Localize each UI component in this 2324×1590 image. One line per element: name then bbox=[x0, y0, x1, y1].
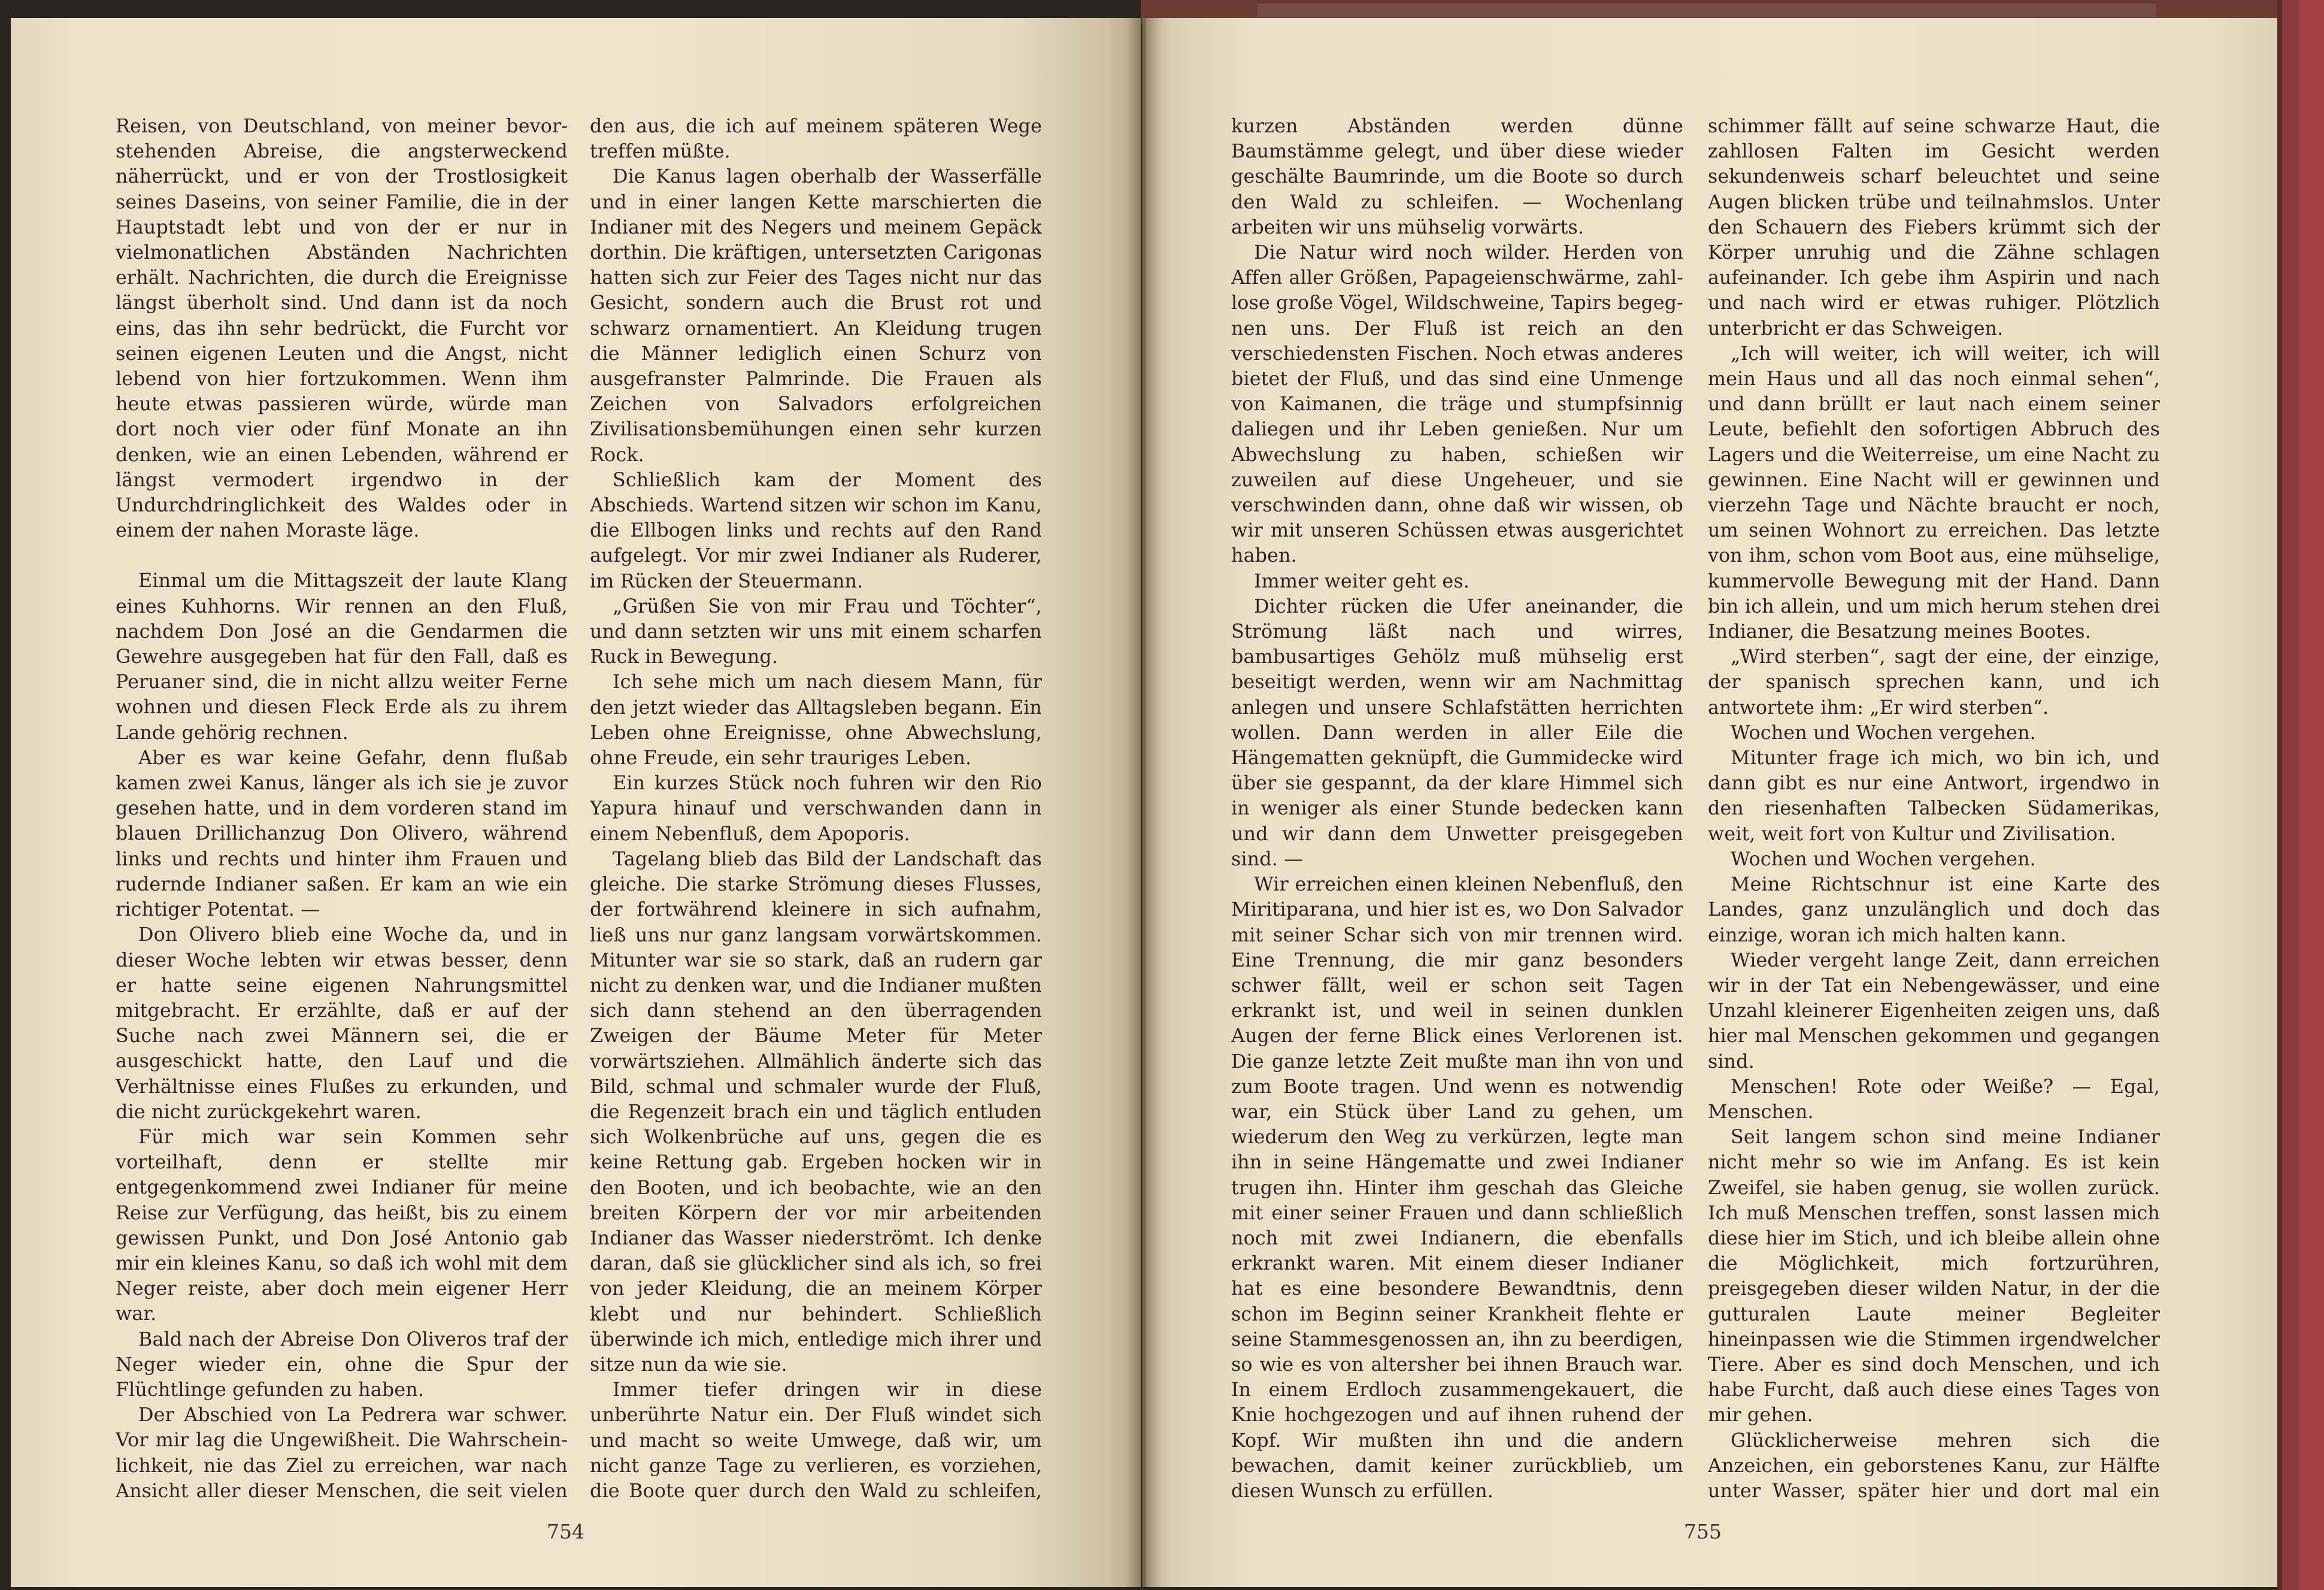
page-number-right: 755 bbox=[1684, 1520, 1722, 1543]
paragraph: Schließlich kam der Moment des Abschieds. Wartend sitzen wir schon im Kanu, die Ellbogen links und rechts auf den Rand aufgelegt. Vor mir zwei Indianer als Ruderer, im Rücken der Steuermann. bbox=[590, 468, 1042, 592]
paragraph: kurzen Abständen werden dünne Baumstämme gelegt, und über diese wieder geschälte Baumrinde, um die Boote so durch den Wald zu schleifen. — Wochenlang arbeiten wir uns mühselig vorwärts. bbox=[1231, 115, 1683, 238]
paragraph: Aber es war keine Gefahr, denn flußab kamen zwei Kanus, länger als ich sie je zuvor gesehen hatte, und in dem vorderen stand im blauen Drillichanzug Don Olivero, während links und rechts und hinter ihm Frauen und rudernde Indianer saßen. Er kam an wie ein richtiger Potentat. — bbox=[116, 746, 568, 921]
paragraph: „Ich will weiter, ich will weiter, ich will mein Haus und all das noch einmal sehen“, und dann brüllt er laut nach einem seiner Leute, befiehlt den sofortigen Abbruch des Lagers und die Weiterreise, um eine Nacht zu gewinnen. Eine Nacht will er gewinnen und vierzehn Tage und Nächte braucht er noch, um seinen Wohnort zu erreichen. Das letzte von ihm, schon vom Boot aus, eine mühselige, kummervolle Bewegung mit der Hand. Dann bin ich allein, und um mich herum stehen drei Indianer, die Besatzung meines Bootes. bbox=[1708, 342, 2160, 643]
paragraph: Einmal um die Mittagszeit der laute Klang eines Kuhhorns. Wir rennen an den Fluß, nachdem Don José an die Gendarmen die Gewehre ausgegeben hat für den Fall, daß es Peruaner sind, die in nicht allzu weiter Ferne wohnen und diesen Fleck Erde als zu ihrem Lande gehörig rechnen. bbox=[116, 570, 568, 744]
paragraph: Wochen und Wochen vergehen. bbox=[1731, 721, 2036, 744]
paragraph: schimmer fällt auf seine schwarze Haut, die zahllosen Falten im Gesicht werden sekundenweis scharf beleuchtet und seine Augen blicken trübe und teilnahmslos. Unter den Schauern des Fiebers krümmt sich der Körper unruhig und die Zähne schlagen aufeinander. Ich gebe ihm Aspirin und nach und nach wird er etwas ruhiger. Plötzlich unterbricht er das Schweigen. bbox=[1708, 115, 2160, 340]
paragraph: Seit langem schon sind meine Indianer nicht mehr so wie im Anfang. Es ist kein Zweifel, sie haben genug, sie wollen zurück. Ich muß Menschen treffen, sonst lassen mich diese hier im Stich, und ich bleibe allein ohne die Möglichkeit, mich fortzurühren, preisgegeben dieser wilden Natur, in der die gutturalen Laute meiner Begleiter hineinpassen wie die Stimmen irgendwelcher Tiere. Aber es sind doch Menschen, und ich habe Furcht, daß auch diese eines Tages von mir gehen. bbox=[1708, 1126, 2160, 1427]
paragraph: Für mich war sein Kommen sehr vorteilhaft, denn er stellte mir entgegenkommend zwei Indianer für meine Reise zur Verfügung, das heißt, bis zu einem gewissen Punkt, und Don José Antonio gab mir ein kleines Kanu, so daß ich wohl mit dem Neger reiste, aber doch mein eigener Herr war. bbox=[116, 1125, 568, 1325]
paragraph: Immer tiefer dringen wir in diese unberührte Natur ein. Der Fluß windet sich und macht so weite Umwege, daß wir, um nicht ganze Tage zu verlieren, es vorziehen, die Boote quer durch den Wald zu schleifen, bbox=[590, 1379, 1042, 1502]
paragraph: Tagelang blieb das Bild der Landschaft das gleiche. Die starke Strömung dieses Flusses, der fortwährend kleinere in sich aufnahm, ließ uns nur ganz langsam vorwärtskommen. Mitunter war sie so stark, daß an rudern gar nicht zu denken war, und die Indianer mußten sich dann stehend an den überragenden Zweigen der Bäume Meter für Meter vorwärtsziehen. Allmählich änderte sich das Bild, schmal und schmaler wurde der Fluß, die Regenzeit brach ein und täglich entluden sich Wolkenbrüche auf uns, gegen die es keine Rettung gab. Ergeben hocken wir in den Booten, und ich beobachte, wie an den breiten Körpern der vor mir arbeitenden Indianer das Wasser niederströmt. Ich denke daran, daß sie glücklicher sind als ich, so frei von jeder Kleidung, die an meinem Körper klebt und nur behindert. Schließlich überwinde ich mich, entledige mich ihrer und sitze nun da wie sie. bbox=[590, 847, 1042, 1376]
paragraph: „Wird sterben“, sagt der eine, der einzige, der spanisch sprechen kann, und ich antwortete ihm: „Er wird sterben“. bbox=[1708, 646, 2160, 719]
paragraph: Reisen, von Deutschland, von meiner bevorstehenden Abreise, die angsterweckend näherrückt, und er von der Trostlosigkeit seines Daseins, von seiner Familie, die in der Hauptstadt lebt und von der er nur in vielmonatlichen Abständen Nachrichten erhält. Nachrichten, die durch die Ereignisse längst überholt sind. Und dann ist da noch eins, das ihn sehr bedrückt, die Furcht vor seinen eigenen Leuten und die Angst, nicht lebend von hier fortzukommen. Wenn ihm heute etwas passieren würde, würde man dort noch vier oder fünf Monate an ihn denken, wie an einen Lebenden, während er längst vermodert irgendwo in der Undurchdringlichkeit des Waldes oder in einem der nahen Moraste läge. bbox=[116, 115, 568, 542]
paragraph: Dichter rücken die Ufer aneinander, die Strömung läßt nach und wirres, bambusartiges Gehölz muß mühselig erst beseitigt werden, wenn wir am Nachmittag anlegen und unsere Schlafstätten herrichten wollen. Dann werden in aller Eile die Hängematten geknüpft, die Gummidecke wird über sie gespannt, da der klare Himmel sich in weniger als einer Stunde bedecken kann und wir dann dem Unwetter preisgegeben sind. — bbox=[1231, 595, 1683, 870]
paragraph: Mitunter frage ich mich, wo bin ich, und dann gibt es nur eine Antwort, irgendwo in den riesenhaften Talbecken Südamerikas, weit, weit fort von Kultur und Zivilisation. bbox=[1708, 747, 2160, 845]
right-page-column-2 bbox=[1708, 114, 2160, 1503]
left-page bbox=[11, 18, 1141, 1587]
paragraph: Don Olivero blieb eine Woche da, und in dieser Woche lebten wir etwas besser, denn er hatte seine eigenen Nahrungsmittel mitgebracht. Er erzählte, daß er auf der Suche nach zwei Männern sei, die er ausgeschickt hatte, den Lauf und die Verhältnisse eines Flußes zu erkunden, und die nicht zurückgekehrt waren. bbox=[116, 923, 568, 1123]
paragraph: Wochen und Wochen vergehen. bbox=[1731, 847, 2036, 870]
paragraph: Die Natur wird noch wilder. Herden von Affen aller Größen, Papageienschwärme, zahllose große Vögel, Wildschweine, Tapirs begegnen uns. Der Fluß ist reich an den verschiedensten Fischen. Noch etwas anderes bietet der Fluß, und das sind eine Unmenge von Kaimanen, die träge und stumpfsinnig daliegen und ihr Leben genießen. Nur um Abwechslung zu haben, schießen wir zuweilen auf diese Ungeheuer, und sie verschwinden dann, ohne daß wir wissen, ob wir mit unseren Schüssen etwas ausgerichtet haben. bbox=[1231, 241, 1683, 567]
left-page-column-2 bbox=[590, 114, 1042, 1503]
right-page-column-1 bbox=[1231, 114, 1683, 1503]
paragraph: Wir erreichen einen kleinen Nebenfluß, den Miritiparana, und hier ist es, wo Don Salvador mit seiner Schar sich von mir trennen wird. Eine Trennung, die mir ganz besonders schwer fällt, weil er schon seit Tagen erkrankt ist, und weil in seinen dunklen Augen der ferne Blick eines Verlorenen ist. Die ganze letzte Zeit mußte man ihn von und zum Boote tragen. Und wenn es notwendig war, ein Stück über Land zu gehen, um wiederum den Weg zu verkürzen, legte man ihn in seine Hängematte und zwei Indianer trugen ihn. Hinter ihm geschah das Gleiche mit einer seiner Frauen und dann schließlich noch mit zwei Indianern, die ebenfalls erkrankt waren. Mit einem dieser Indianer hat es eine besondere Bewandtnis, denn schon im Beginn seiner Krankheit flehte er seine Stammesgenossen an, ihn zu beerdigen, so wie es von altersher bei ihnen Brauch war. In einem Erdloch zusammengekauert, die Knie hochgezogen und auf ihnen ruhend der Kopf. Wir mußten ihn und die andern bewachen, damit keiner zurückblieb, um diesen Wunsch zu erfüllen. bbox=[1231, 873, 1683, 1502]
paragraph: Der Abschied von La Pedrera war schwer. Vor mir lag die Ungewißheit. Die Wahrscheinlichkeit, nie das Ziel zu erreichen, war nach Ansicht aller dieser Menschen, die seit vielen bbox=[116, 1404, 568, 1502]
paragraph: Die Kanus lagen oberhalb der Wasserfälle und in einer langen Kette marschierten die Indianer mit des Negers und meinem Gepäck dorthin. Die kräftigen, untersetzten Carigonas hatten sich zur Feier des Tages nicht nur das Gesicht, sondern auch die Brust rot und schwarz ornamentiert. An Kleidung trugen die Männer lediglich einen Schurz von ausgefranster Palmrinde. Die Frauen als Zeichen von Salvadors erfolgreichen Zivilisationsbemühungen einen sehr kurzen Rock. bbox=[590, 165, 1042, 466]
left-page-column-1 bbox=[116, 114, 568, 1503]
paragraph: „Grüßen Sie von mir Frau und Töchter“, und dann setzten wir uns mit einem scharfen Ruck in Bewegung. bbox=[590, 595, 1042, 668]
page-number-left: 754 bbox=[547, 1520, 584, 1543]
book-gutter bbox=[1126, 18, 1162, 1587]
paragraph: den aus, die ich auf meinem späteren Wege treffen müßte. bbox=[590, 115, 1042, 163]
paragraph: Meine Richtschnur ist eine Karte des Landes, ganz unzulänglich und doch das einzige, woran ich mich halten kann. bbox=[1708, 873, 2160, 946]
paragraph: Glücklicherweise mehren sich die Anzeichen, ein geborstenes Kanu, zur Hälfte unter Wasser, später hier und dort mal ein bbox=[1708, 1429, 2160, 1502]
paragraph: Immer weiter geht es. bbox=[1254, 570, 1469, 592]
paragraph: Wieder vergeht lange Zeit, dann erreichen wir in der Tat ein Nebengewässer, und eine Unzahl kleinerer Eigenheiten zeigen uns, daß hier mal Menschen gekommen und gegangen sind. bbox=[1708, 949, 2160, 1073]
paragraph: Menschen! Rote oder Weiße? — Egal, Menschen. bbox=[1708, 1075, 2160, 1123]
paragraph: Bald nach der Abreise Don Oliveros traf der Neger wieder ein, ohne die Spur der Flüchtlinge gefunden zu haben. bbox=[116, 1328, 568, 1401]
paragraph: Ich sehe mich um nach diesem Mann, für den jetzt wieder das Alltagsleben begann. Ein Leben ohne Ereignisse, ohne Abwechslung, ohne Freude, ein sehr trauriges Leben. bbox=[590, 671, 1042, 770]
paragraph: Ein kurzes Stück noch fuhren wir den Rio Yapura hinauf und verschwanden dann in einem Nebenfluß, dem Apoporis. bbox=[590, 772, 1042, 845]
right-page bbox=[1143, 18, 2277, 1587]
